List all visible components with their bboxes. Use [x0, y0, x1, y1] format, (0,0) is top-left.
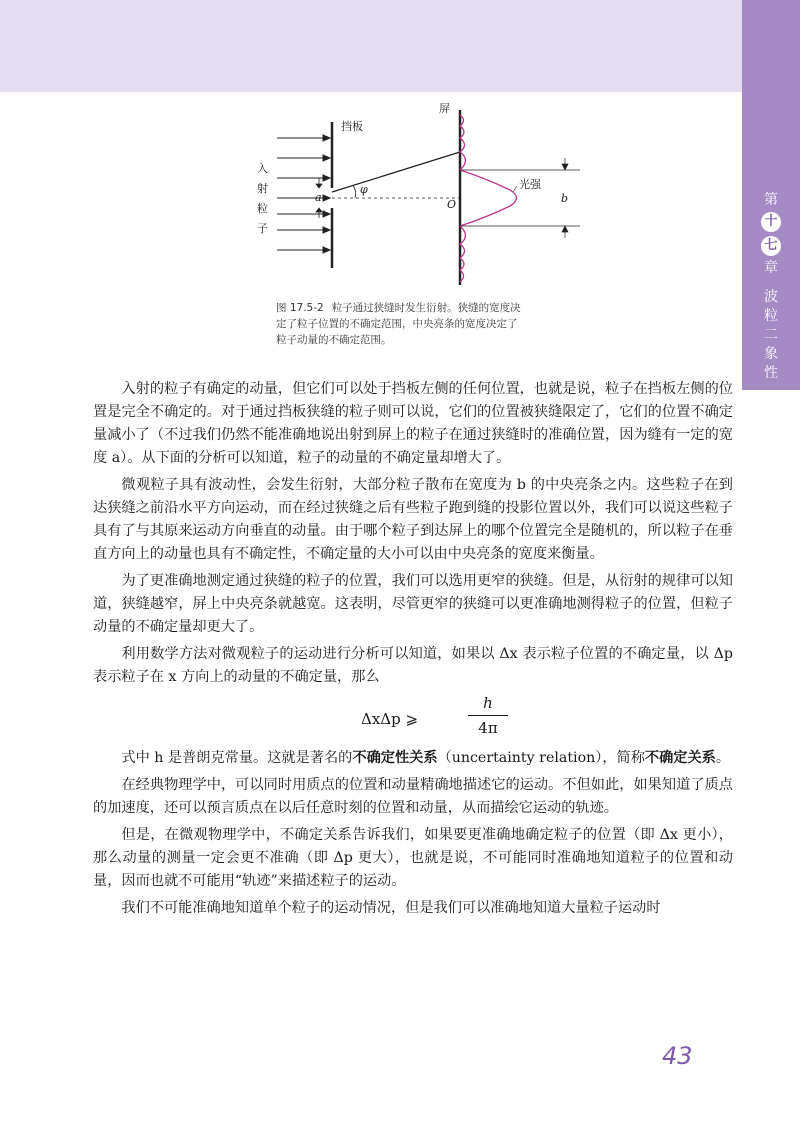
diffraction-ray [332, 152, 460, 192]
paragraph: 为了更准确地测定通过狭缝的粒子的位置，我们可以选用更窄的狭缝。但是，从衍射的规律可以知道，狭缝越窄，屏上中央亮条就越宽。这表明，尽管更窄的狭缝可以更准确地测得粒子的位置，但粒子动量的不确定量却更大了。 [93, 573, 733, 635]
figure-number: 图 17.5-2 [276, 302, 324, 314]
paragraph: 利用数学方法对微观粒子的运动进行分析可以知道，如果以 Δx 表示粒子位置的不确定量，以 Δp 表示粒子在 x 方向上的动量的不确定量，那么 [93, 646, 733, 685]
baffle-label: 挡板 [341, 120, 363, 133]
angle-label: φ [360, 183, 368, 196]
body-text [93, 378, 733, 924]
key-term: 不确定关系 [644, 750, 716, 766]
screen-label: 屏 [439, 102, 450, 115]
intensity-curve [460, 115, 517, 282]
formula-lhs: ΔxΔp ⩾ [361, 710, 419, 728]
chapter-title-char: 二 [764, 327, 778, 343]
paragraph [93, 747, 733, 770]
angle-arc [353, 185, 356, 198]
slit-width-label: a [315, 191, 322, 204]
caption-line: 粒子通过狭缝时发生衍射。狭缝的宽度决 [331, 302, 521, 314]
paragraph: 我们不可能准确地知道单个粒子的运动情况，但是我们可以准确地知道大量粒子运动时 [121, 900, 661, 916]
chapter-label [742, 190, 800, 383]
paragraph: 但是，在微观物理学中，不确定关系告诉我们，如果要更准确地确定粒子的位置（即 Δx 更小），那么动量的测量一定会更不准确（即 Δp 更大），也就是说，不可能同时准确地知道粒子的位置和动量，因而也就不可能用“轨迹”来描述粒子的运动。 [93, 827, 733, 889]
chapter-title-char: 粒 [764, 308, 778, 324]
intensity-label: 光强 [519, 178, 541, 191]
incident-label-char: 射 [257, 182, 268, 195]
chapter-digit: 七 [761, 236, 781, 256]
formula-fraction [468, 693, 508, 738]
paragraph-part: 式中 h 是普朗克常量。这就是著名的 [121, 750, 353, 766]
intensity-leader [513, 186, 517, 192]
figure-caption [276, 300, 576, 348]
incident-label-char: 入 [257, 162, 268, 175]
paragraph-part: （uncertainty relation），简称 [437, 750, 645, 766]
caption-line: 定了粒子位置的不确定范围，中央亮条的宽度决定了 [276, 318, 518, 330]
chapter-title-char: 性 [764, 365, 778, 381]
formula-numerator: h [483, 694, 493, 712]
header-band [0, 0, 742, 92]
uncertainty-formula [93, 693, 733, 743]
side-margin [742, 390, 800, 1133]
chapter-title-char: 波 [764, 289, 778, 305]
central-width-label: b [561, 192, 569, 205]
incident-label-char: 粒 [257, 202, 268, 215]
chapter-title-char: 象 [764, 346, 778, 362]
paragraph: 在经典物理学中，可以同时用质点的位置和动量精确地描述它的运动。不但如此，如果知道了质点的加速度，还可以预言质点在以后任意时刻的位置和动量，从而描绘它运动的轨迹。 [93, 777, 733, 816]
page-number: 43 [662, 1042, 693, 1070]
incident-arrows [277, 135, 330, 253]
chapter-suffix: 章 [764, 260, 778, 276]
chapter-prefix: 第 [764, 192, 778, 208]
chapter-digit: 十 [761, 212, 781, 232]
incident-label-char: 子 [257, 222, 268, 235]
origin-label: O [447, 198, 457, 211]
diffraction-figure [255, 100, 595, 295]
formula-denominator: 4π [478, 719, 498, 737]
paragraph: 微观粒子具有波动性，会发生衍射，大部分粒子散布在宽度为 b 的中央亮条之内。这些粒子在到达狭缝之前沿水平方向运动，而在经过狭缝之后有些粒子跑到缝的投影位置以外，我们可以说这些粒子具有了与其原来运动方向垂直的动量。由于哪个粒子到达屏上的哪个位置完全是随机的，所以粒子在垂直方向上的动量也具有不确定性，不确定量的大小可以由中央亮条的宽度来衡量。 [93, 477, 733, 562]
caption-line: 粒子动量的不确定范围。 [276, 334, 392, 346]
paragraph-part: 。 [715, 750, 731, 766]
key-term: 不确定性关系 [352, 750, 438, 766]
paragraph: 入射的粒子有确定的动量，但它们可以处于挡板左侧的任何位置，也就是说，粒子在挡板左侧的位置是完全不确定的。对于通过挡板狭缝的粒子则可以说，它们的位置被狭缝限定了，它们的位置不确定量减小了（不过我们仍然不能准确地说出射到屏上的粒子在通过狭缝时的准确位置，因为缝有一定的宽度 a）。从下面的分析可以知道，粒子的动量的不确定量却增大了。 [93, 381, 733, 466]
